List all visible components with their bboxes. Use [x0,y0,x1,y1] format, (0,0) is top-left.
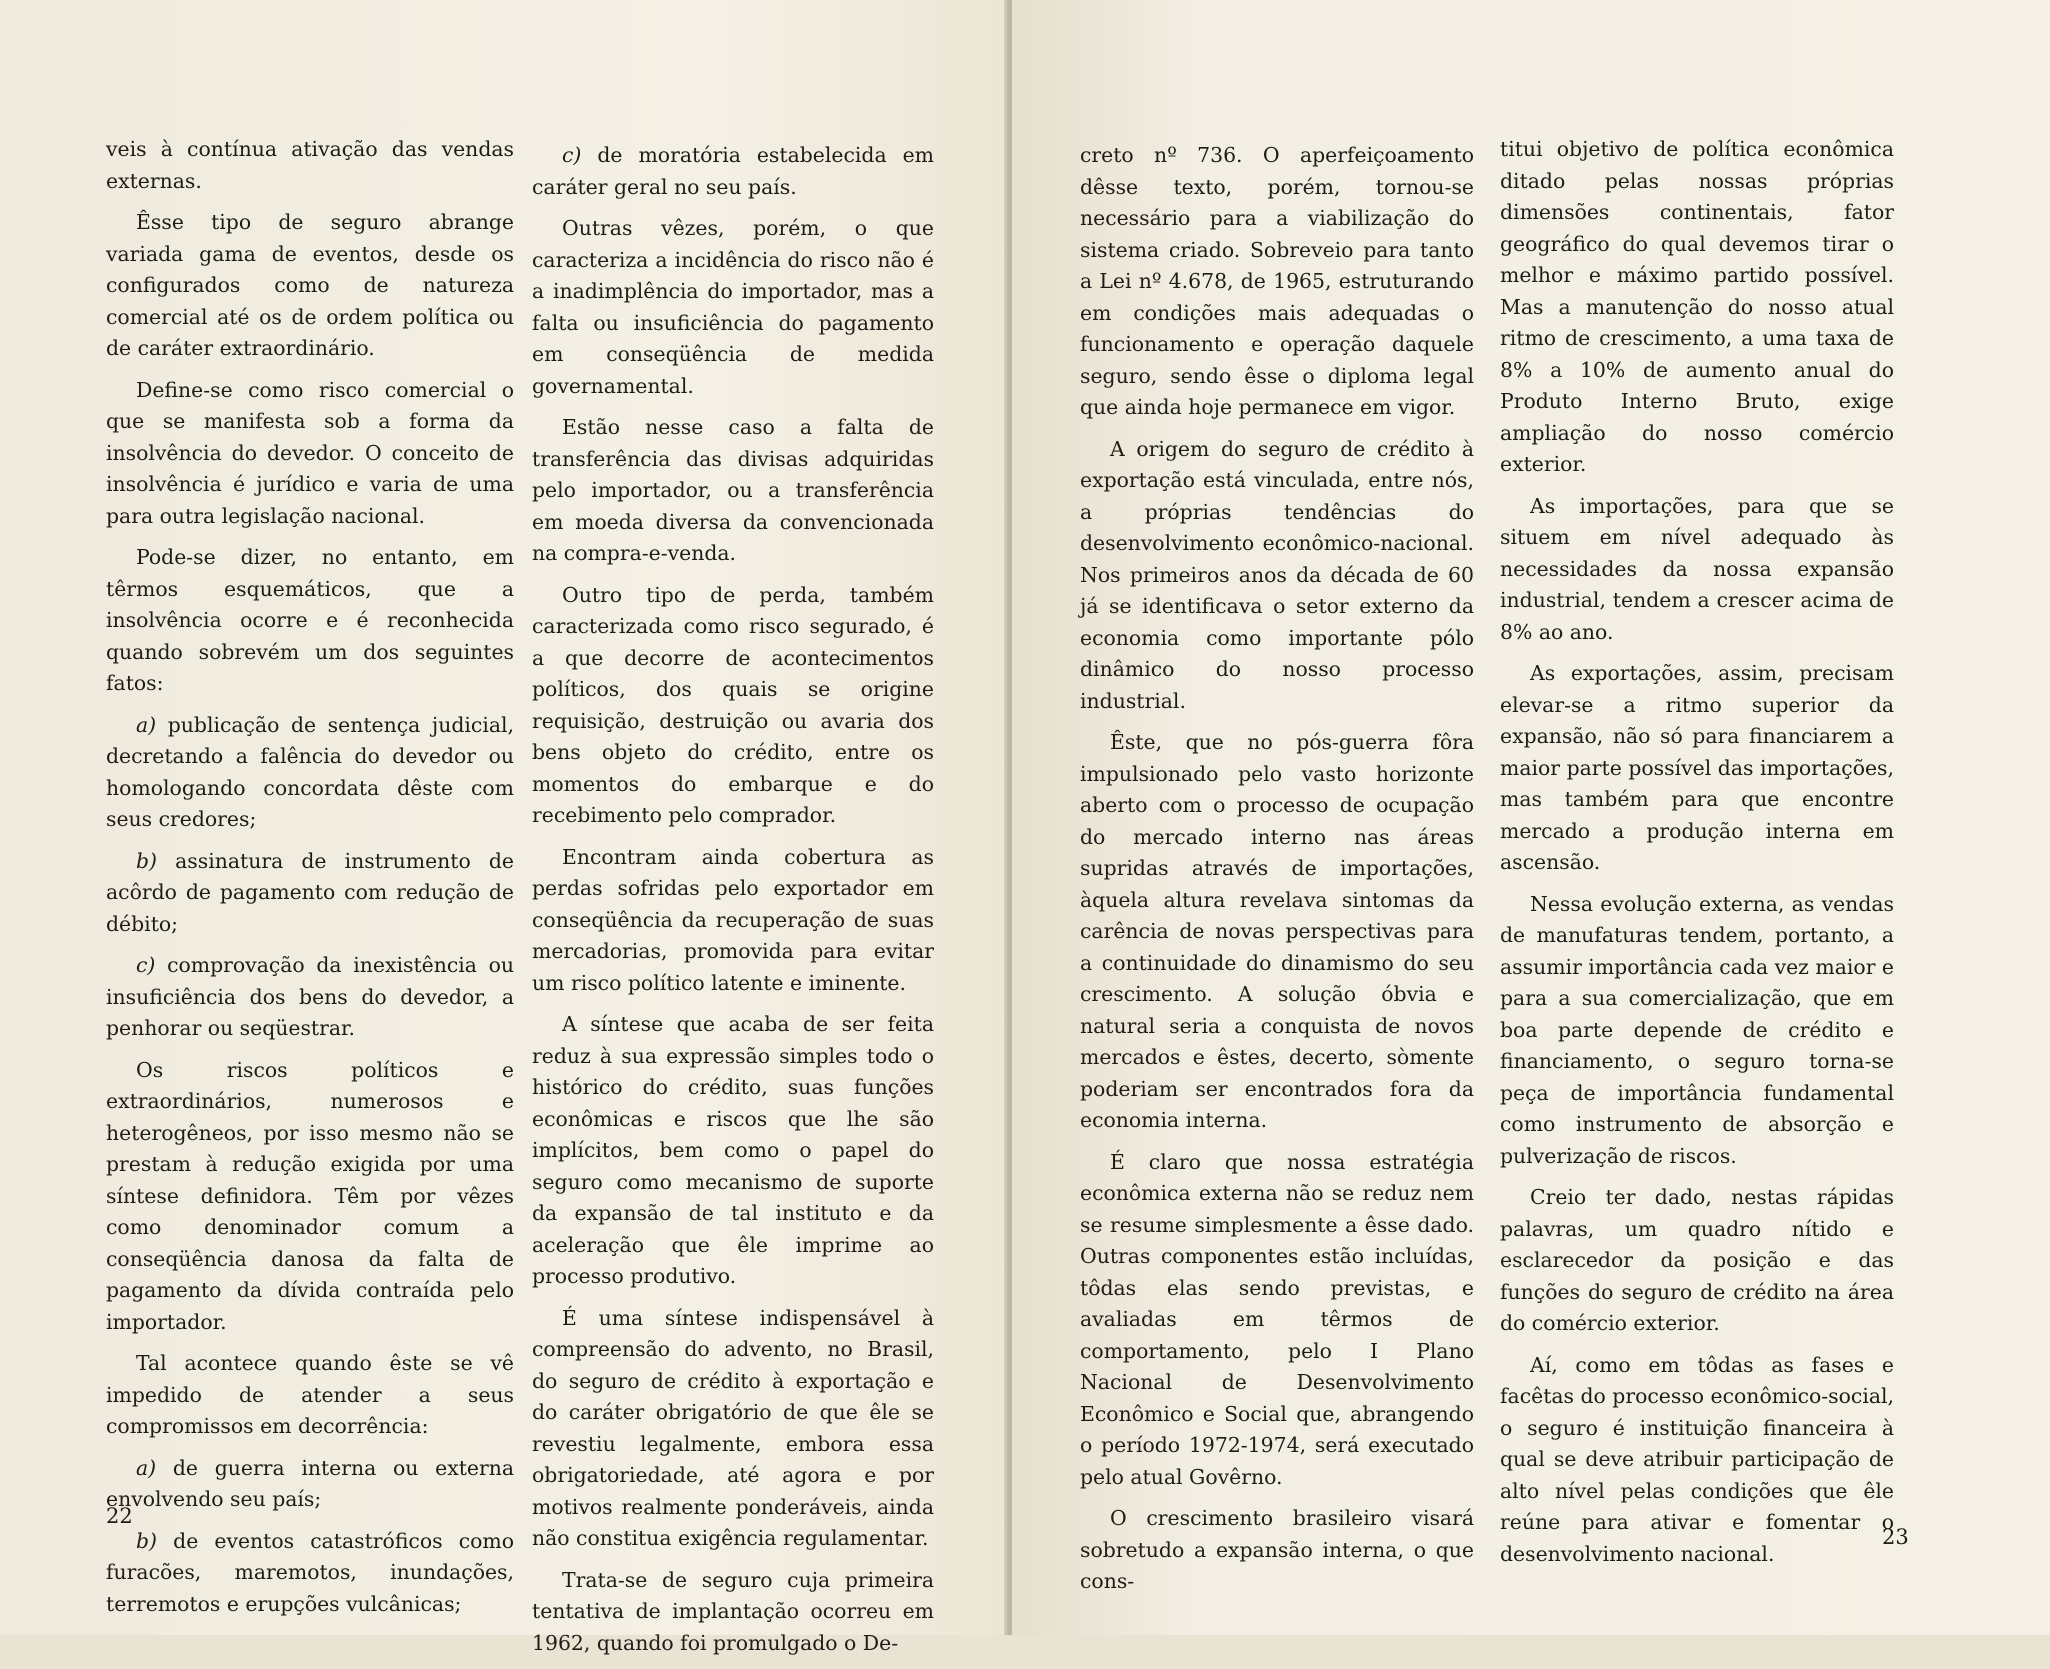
paragraph [1500,134,1894,481]
list-item-paragraph [106,950,514,1045]
paragraph-text: assinatura de instrumento de acôrdo de pagamento com redução de débito; [106,848,514,936]
page-number-right: 23 [1882,1525,1909,1549]
paragraph-text: Encontram ainda cobertura as perdas sofridas pelo exportador em conseqüência da recuperação de suas mercadorias, promovida para evitar um risco político latente e iminente. [532,844,934,995]
paragraph [106,542,514,700]
paragraph-text: veis à contínua ativação das vendas externas. [106,137,514,193]
paragraph [532,412,934,570]
paragraph [1080,1503,1474,1598]
paragraph-text: Creio ter dado, nestas rápidas palavras, um quadro nítido e esclarecedor da posição e das funções do seguro de crédito na área do comércio exterior. [1500,1185,1894,1335]
paragraph-text: creto nº 736. O aperfeiçoamento dêsse texto, porém, tornou-se necessário para a viabilização do sistema criado. Sobreveio para tanto a Lei nº 4.678, de 1965, estruturando em condições mais adequadas o funcionamento e operação daquele seguro, sendo êsse o diploma legal que ainda hoje permanece em vigor. [1080,143,1474,419]
list-marker: c) [562,143,582,167]
paragraph-text: publicação de sentença judicial, decretando a falência do devedor ou homologando concordata dêste com seus credores; [106,712,515,831]
paragraph-text: A origem do seguro de crédito à exportação está vinculada, entre nós, a próprias tendências do desenvolvimento econômico-nacional. Nos primeiros anos da década de 60 já se identificava o setor externo da economia como importante pólo dinâmico do nosso processo industrial. [1080,436,1474,713]
paragraph-text: Os riscos políticos e extraordinários, numerosos e heterogêneos, por isso mesmo não se prestam à redução exigida por uma síntese definidora. Têm por vêzes como denominador comum a conseqüência danosa da falta de pagamento da dívida contraída pelo importador. [106,1057,514,1334]
paragraph-text: Tal acontece quando êste se vê impedido de atender a seus compromissos em decorrência: [106,1351,514,1438]
paragraph [106,1348,514,1443]
paragraph-text: comprovação da inexistência ou insuficiência dos bens do devedor, a penhorar ou seqüestrar. [106,953,514,1040]
paragraph [1500,1182,1894,1340]
paragraph-text: Outro tipo de perda, também caracterizada como risco segurado, é a que decorre de acontecimentos políticos, dos quais se origine requisição, destruição ou avaria dos bens objeto do crédito, entre os momentos do embarque e do recebimento pelo comprador. [532,582,934,827]
list-marker: a) [136,1455,157,1480]
right-page-column-2 [1500,134,1894,1580]
paragraph [1080,1147,1474,1494]
paragraph-text: de eventos catastróficos como furacões, maremotos, inundações, terremotos e erupções vulcânicas; [106,1528,515,1616]
paragraph-text: Êsse tipo de seguro abrange variada gama de eventos, desde os configurados como de natureza comercial até os de ordem política ou de caráter extraordinário. [106,210,514,360]
paragraph [532,842,934,1000]
left-page [0,0,1008,1655]
page-number-left: 22 [106,1504,133,1528]
paragraph-text: É uma síntese indispensável à compreensão do advento, no Brasil, do seguro de crédito à exportação e do caráter obrigatório de que êle se revestiu legalmente, embora essa obrigatoriedade, até agora e por motivos realmente ponderáveis, ainda não constitua exigência regulamentar. [532,1305,934,1550]
paragraph [106,1055,514,1339]
paragraph [532,1565,934,1660]
list-item-paragraph [106,846,514,941]
list-marker: a) [136,712,157,737]
paragraph-text: Define-se como risco comercial o que se manifesta sob a forma da insolvência do devedor. O conceito de insolvência é jurídico e varia de uma para outra legislação nacional. [106,377,514,528]
paragraph [1500,889,1894,1173]
paragraph [106,134,514,197]
list-item-paragraph [106,1526,514,1621]
paragraph [1080,140,1474,424]
paragraph [1080,434,1474,718]
list-marker: b) [136,1528,158,1553]
list-item-paragraph [532,140,934,203]
left-page-column-2 [532,140,934,1669]
paragraph-text: É claro que nossa estratégia econômica externa não se reduz nem se resume simplesmente a êsse dado. Outras componentes estão incluídas, tôdas elas sendo previstas, e avaliadas em têrmos de comportamento, pelo I Plano Nacional de Desenvolvimento Econômico e Social que, abrangendo o período 1972-1974, será executado pelo atual Govêrno. [1080,1149,1474,1489]
paragraph-text: As exportações, assim, precisam elevar-se a ritmo superior da expansão, não só para financiarem a maior parte possível das importações, mas também para que encontre mercado a produção interna em ascensão. [1500,661,1894,874]
paragraph-text: Aí, como em tôdas as fases e facêtas do processo econômico-social, o seguro é instituição financeira à qual se deve atribuir participação de alto nível pelas condições que êle reúne para ativar e fomentar o desenvolvimento nacional. [1500,1352,1895,1566]
list-item-paragraph [106,710,514,836]
list-marker: b) [136,848,158,873]
paragraph-text: Outras vêzes, porém, o que caracteriza a incidência do risco não é a inadimplência do importador, mas a falta ou insuficiência do pagamento em conseqüência de medida governamental. [532,216,934,398]
paragraph-text: Nessa evolução externa, as vendas de manufaturas tendem, portanto, a assumir importância cada vez maior e para a sua comercialização, que em boa parte depende de crédito e financiamento, o seguro torna-se peça de importância fundamental como instrumento de absorção e pulverização de riscos. [1500,891,1894,1168]
paragraph-text: A síntese que acaba de ser feita reduz à sua expressão simples todo o histórico do crédito, suas funções econômicas e riscos que lhe são implícitos, bem como o papel do seguro como mecanismo de suporte da expansão de tal instituto e da aceleração que êle imprime ao processo produtivo. [532,1012,934,1288]
paragraph [1500,491,1894,649]
list-item-paragraph [106,1453,514,1516]
paragraph-text: de guerra interna ou externa envolvendo seu país; [106,1455,514,1511]
paragraph-text: Êste, que no pós-guerra fôra impulsionado pelo vasto horizonte aberto com o processo de ocupação do mercado interno nas áreas supridas através de importações, àquela altura revelava sintomas da carência de novas perspectivas para a continuidade do dinamismo do seu crescimento. A solução óbvia e natural seria a conquista de novos mercados e êstes, decerto, sòmente poderiam ser encontrados fora da economia interna. [1080,730,1474,1132]
paragraph [106,375,514,533]
paragraph-text: O crescimento brasileiro visará sobretudo a expansão interna, o que cons- [1080,1506,1474,1593]
paragraph [1500,658,1894,879]
paragraph [532,1009,934,1293]
paragraph-text: de moratória estabelecida em caráter geral no seu país. [532,143,934,199]
paragraph-text: titui objetivo de política econômica ditado pelas nossas próprias dimensões continentais, fator geográfico do qual devemos tirar o melhor e máximo partido possível. Mas a manutenção do nosso atual ritmo de crescimento, a uma taxa de 8% a 10% de aumento anual do Produto Interno Bruto, exige ampliação do nosso comércio exterior. [1500,137,1894,476]
right-page [1012,0,2050,1635]
paragraph-text: Pode-se dizer, no entanto, em têrmos esquemáticos, que a insolvência ocorre e é reconhecida quando sobrevém um dos seguintes fatos: [106,545,514,695]
paragraph [106,207,514,365]
paragraph [532,213,934,402]
left-page-column-1 [106,134,514,1630]
paragraph-text: As importações, para que se situem em nível adequado às necessidades da nossa expansão industrial, tendem a crescer acima de 8% ao ano. [1500,493,1894,644]
paragraph [1080,727,1474,1137]
list-marker: c) [136,953,156,977]
paragraph [532,1303,934,1555]
right-page-column-1 [1080,140,1474,1608]
paragraph [532,580,934,832]
paragraph-text: Trata-se de seguro cuja primeira tentativa de implantação ocorreu em 1962, quando foi promulgado o De- [532,1567,934,1655]
paragraph [1500,1350,1894,1571]
paragraph-text: Estão nesse caso a falta de transferência das divisas adquiridas pelo importador, ou a transferência em moeda diversa da convencionada na compra-e-venda. [532,415,934,565]
